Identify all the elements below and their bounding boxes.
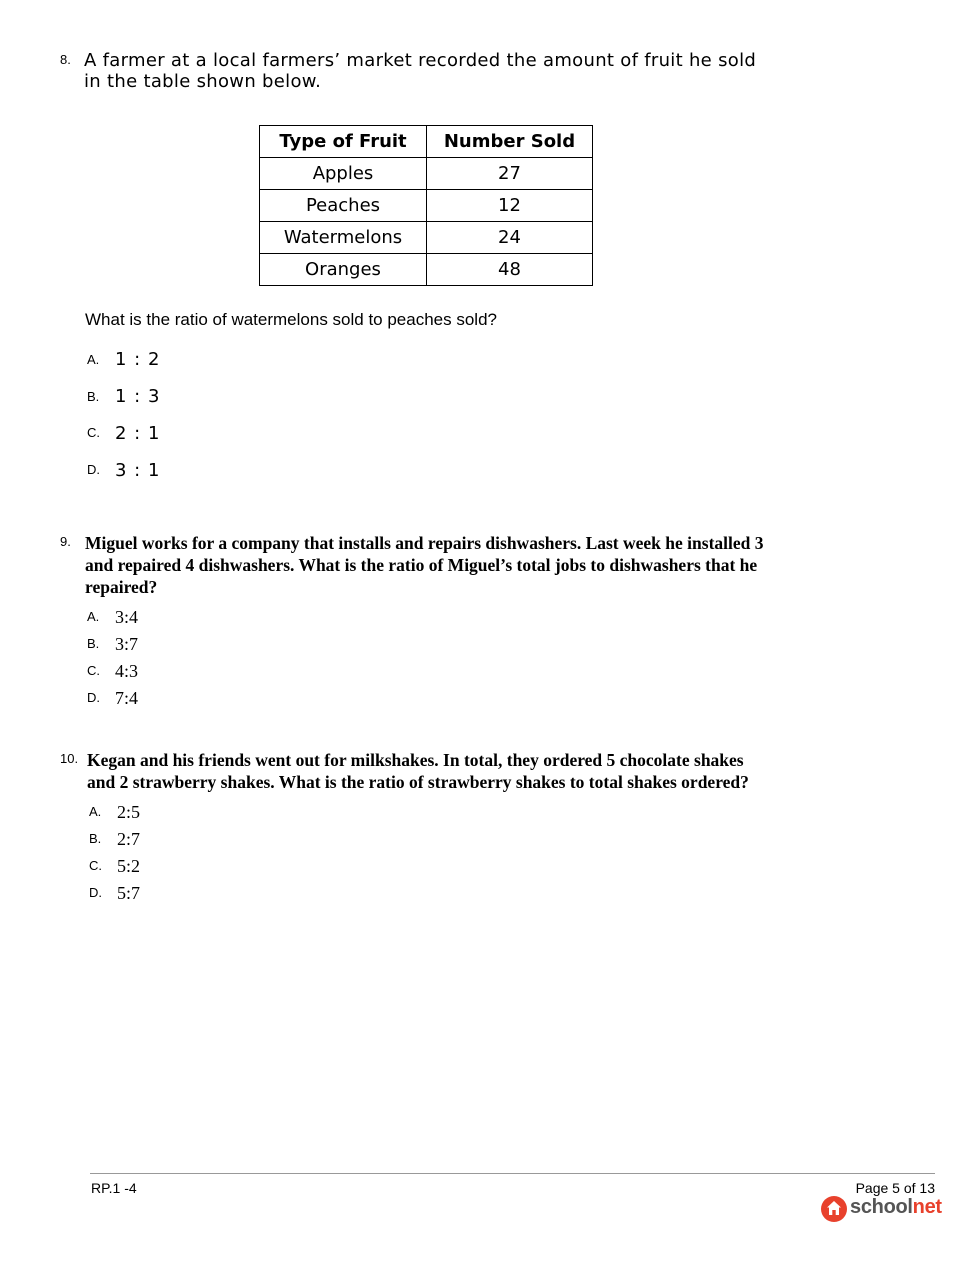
- option-letter-d: D.: [87, 690, 100, 705]
- question-10-text-line2: and 2 strawberry shakes. What is the ratio of strawberry shakes to total shakes ordered?: [87, 772, 749, 792]
- option-letter-a: A.: [87, 609, 100, 624]
- table-header: Number Sold: [427, 126, 593, 158]
- question-8-prompt: What is the ratio of watermelons sold to peaches sold?: [85, 310, 497, 329]
- question-9-text-line2: and repaired 4 dishwashers. What is the ratio of Miguel’s total jobs to dishwashers that he: [85, 555, 758, 575]
- question-8-text-line1: A farmer at a local farmers’ market recorded the amount of fruit he sold: [84, 50, 757, 71]
- table-row: [260, 190, 593, 222]
- footer-divider: [90, 1173, 935, 1174]
- q9-option-c[interactable]: 4:3: [115, 661, 139, 681]
- schoolnet-logo: [820, 1195, 942, 1223]
- table-cell: 48: [427, 254, 593, 286]
- standard-code: RP.1 -4: [91, 1180, 137, 1196]
- q10-option-b[interactable]: 2:7: [117, 829, 141, 849]
- question-9-text-line1: Miguel works for a company that installs and repairs dishwashers. Last week he installed 3: [85, 533, 764, 553]
- logo-text-net: net: [912, 1196, 942, 1218]
- q10-option-d[interactable]: 5:7: [117, 883, 141, 903]
- question-8-number: 8.: [60, 52, 71, 67]
- option-letter-c: C.: [87, 663, 100, 678]
- question-10-text-line1: Kegan and his friends went out for milkshakes. In total, they ordered 5 chocolate shakes: [87, 750, 744, 770]
- fruit-table: [259, 125, 593, 286]
- table-cell: Watermelons: [260, 222, 427, 254]
- q10-option-a[interactable]: 2:5: [117, 802, 141, 822]
- option-letter-a: A.: [89, 804, 102, 819]
- table-cell: 24: [427, 222, 593, 254]
- question-10-number: 10.: [60, 751, 79, 766]
- option-letter-b: B.: [89, 831, 102, 846]
- q8-option-b[interactable]: 1 : 3: [115, 386, 161, 407]
- question-8-text-line2: in the table shown below.: [84, 71, 322, 92]
- option-letter-c: C.: [87, 425, 100, 440]
- option-letter-b: B.: [87, 636, 100, 651]
- q9-option-b[interactable]: 3:7: [115, 634, 139, 654]
- table-cell: 27: [427, 158, 593, 190]
- option-letter-c: C.: [89, 858, 102, 873]
- table-row: [260, 222, 593, 254]
- house-icon: [820, 1195, 848, 1223]
- table-cell: Apples: [260, 158, 427, 190]
- option-letter-d: D.: [89, 885, 102, 900]
- option-letter-a: A.: [87, 352, 100, 367]
- q9-option-a[interactable]: 3:4: [115, 607, 139, 627]
- table-row: [260, 254, 593, 286]
- page-indicator: Page 5 of 13: [855, 1180, 935, 1196]
- q10-option-c[interactable]: 5:2: [117, 856, 141, 876]
- table-header: Type of Fruit: [260, 126, 427, 158]
- option-letter-b: B.: [87, 389, 100, 404]
- question-9-text-line3: repaired?: [85, 577, 158, 597]
- q9-option-d[interactable]: 7:4: [115, 688, 139, 708]
- table-header-row: [260, 126, 593, 158]
- table-cell: 12: [427, 190, 593, 222]
- question-9-number: 9.: [60, 534, 71, 549]
- table-cell: Oranges: [260, 254, 427, 286]
- table-cell: Peaches: [260, 190, 427, 222]
- q8-option-d[interactable]: 3 : 1: [115, 460, 161, 481]
- option-letter-d: D.: [87, 462, 100, 477]
- q8-option-c[interactable]: 2 : 1: [115, 423, 161, 444]
- logo-text-school: school: [850, 1196, 913, 1218]
- q8-option-a[interactable]: 1 : 2: [115, 349, 161, 370]
- table-row: [260, 158, 593, 190]
